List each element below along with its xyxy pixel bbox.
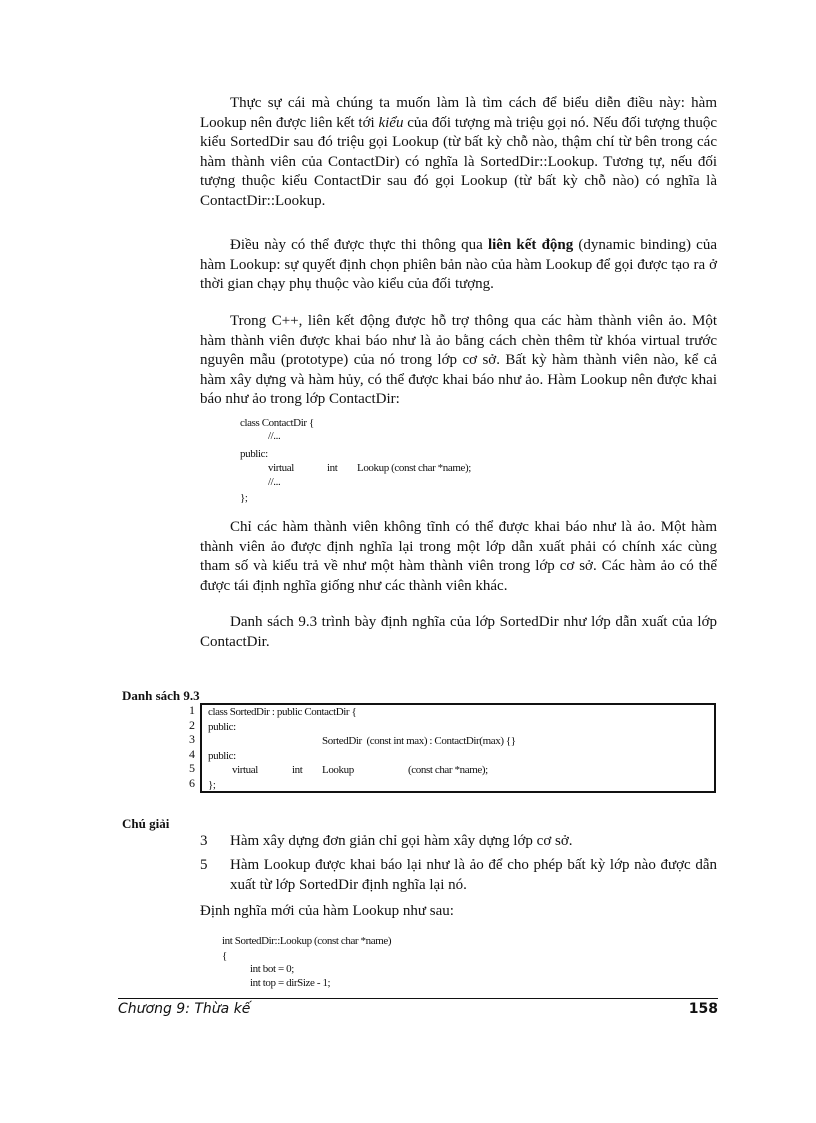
listing-frame bbox=[200, 703, 716, 793]
listing-line-3: SortedDir (const int max) : ContactDir(max) {} bbox=[322, 735, 516, 747]
paragraph-2-text-b: (dynamic binding) của hàm Lookup: sự quyết định chọn phiên bản nào của hàm Lookup để gọi được tạo ra ở thời gian chạy phụ thuộc vào kiểu của đối tượng. bbox=[200, 237, 717, 292]
paragraph-1-italic: kiểu bbox=[378, 114, 404, 131]
code1-line3: public: bbox=[240, 448, 268, 460]
paragraph-2-bold: liên kết động bbox=[487, 237, 574, 253]
line-number: 6 bbox=[189, 775, 195, 790]
code1-line4-keyword: virtual bbox=[268, 462, 294, 474]
code1-line2: //... bbox=[268, 430, 281, 442]
code2-line2: { bbox=[222, 950, 227, 962]
code1-line4-type: int bbox=[327, 462, 338, 474]
footer-page-number: 158 bbox=[688, 1001, 718, 1017]
listing-line-2: public: bbox=[208, 720, 236, 733]
paragraph-2-text-a: Điều này có thể được thực thi thông qua bbox=[230, 237, 488, 253]
code-listing-9-3 bbox=[150, 703, 717, 793]
note-item-text: Hàm Lookup được khai báo lại như là ảo để cho phép bất kỳ lớp nào được dẫn xuất từ lớp SortedDir định nghĩa lại nó. bbox=[230, 857, 717, 893]
listing-line-4: public: bbox=[208, 749, 236, 762]
line-number: 3 bbox=[189, 732, 195, 746]
paragraph-2 bbox=[200, 236, 717, 295]
code1-line6: }; bbox=[240, 492, 248, 504]
code1-line5: //... bbox=[268, 476, 281, 488]
listing-line-5-args: (const char *name); bbox=[408, 764, 488, 776]
code2-line1: int SortedDir::Lookup (const char *name) bbox=[222, 935, 392, 947]
line-number: 1 bbox=[189, 703, 195, 717]
listing-line-1: class SortedDir : public ContactDir { bbox=[208, 706, 357, 718]
footer-rule bbox=[118, 998, 718, 999]
line-number: 2 bbox=[189, 717, 195, 732]
paragraph-4: Chỉ các hàm thành viên không tĩnh có thể được khai báo như là ảo. Một hàm thành viên ảo được định nghĩa lại trong một lớp dẫn xuất phải có chính xác cùng tham số và kiểu trả về như một hàm thành viên trong lớp cơ sở. Các hàm ảo có thể được tái định nghĩa giống như các thành viên khác. bbox=[200, 519, 717, 594]
note-item-number: 3 bbox=[200, 833, 208, 849]
code2-line4: int top = dirSize - 1; bbox=[250, 977, 331, 989]
listing-line-5-type: int bbox=[292, 764, 303, 776]
paragraph-6: Định nghĩa mới của hàm Lookup như sau: bbox=[200, 903, 454, 919]
paragraph-5: Danh sách 9.3 trình bày định nghĩa của lớp SortedDir như lớp dẫn xuất của lớp ContactDir. bbox=[200, 614, 717, 650]
listing-line-5-keyword: virtual bbox=[232, 764, 258, 776]
footer-chapter-title: Chương 9: Thừa kế bbox=[118, 1001, 251, 1017]
code1-line1: class ContactDir { bbox=[240, 417, 314, 429]
paragraph-1-text-b: của đối tượng mà triệu gọi nó. Nếu đối tượng thuộc kiểu SortedDir sau đó triệu gọi Lookup (từ bất kỳ chỗ nào, thậm chí từ bên trong các hàm thành viên của ContactDir) có nghĩa là SortedDir::Lookup. Tương tự, nếu đối tượng thuộc kiểu ContactDir sau đó gọi Lookup (từ bất kỳ chỗ nào) có nghĩa là ContactDir::Lookup. bbox=[200, 114, 718, 209]
note-item-text: Hàm xây dựng đơn giản chỉ gọi hàm xây dựng lớp cơ sở. bbox=[230, 833, 573, 849]
listing-title: Danh sách 9.3 bbox=[122, 688, 200, 703]
line-number: 4 bbox=[189, 746, 195, 761]
notes-title: Chú giải bbox=[122, 816, 170, 831]
line-number: 5 bbox=[189, 761, 195, 775]
listing-line-6: }; bbox=[208, 778, 216, 791]
paragraph-3: Trong C++, liên kết động được hỗ trợ thông qua các hàm thành viên ảo. Một hàm thành viên được khai báo như là ảo bằng cách chèn thêm từ khóa virtual trước nguyên mẫu (prototype) của nó trong lớp cơ sở. Bất kỳ hàm thành viên nào, kể cả hàm xây dựng và hàm hủy, có thể được khai báo như ảo. Hàm Lookup nên được khai báo như ảo trong lớp ContactDir: bbox=[200, 313, 717, 407]
paragraph-1 bbox=[200, 94, 717, 211]
listing-line-numbers bbox=[150, 703, 195, 790]
listing-line-5-name: Lookup bbox=[322, 764, 354, 776]
code2-line3: int bot = 0; bbox=[250, 963, 294, 975]
note-item-number: 5 bbox=[200, 857, 208, 873]
code1-line4-signature: Lookup (const char *name); bbox=[357, 462, 471, 474]
paragraph-1-text-a: Thực sự cái mà chúng ta muốn làm là tìm cách để biểu diễn điều này: hàm Lookup nên được liên kết tới bbox=[200, 95, 717, 131]
